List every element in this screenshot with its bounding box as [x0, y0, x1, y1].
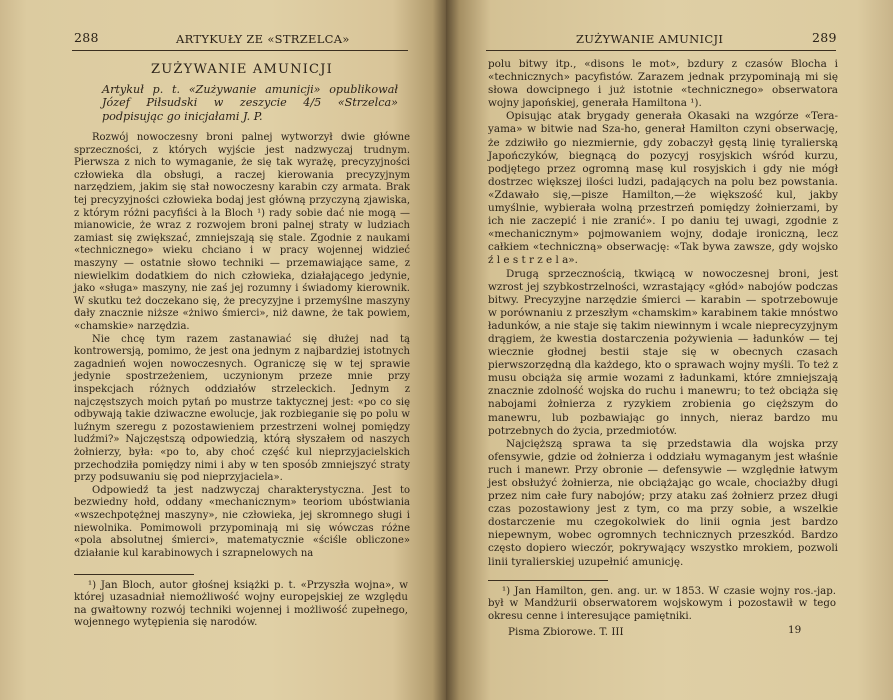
right-header-rule: [486, 50, 836, 51]
right-footnote: ¹) Jan Hamilton, gen. ang. ur. w 1853. W czasie wojny ros.-jap. był w Mandżurii obserwatorem wojskowym i pozostawił w tego okresu cenne i interesujące pamiętniki.: [488, 586, 836, 622]
left-text-column: [74, 64, 410, 560]
paragraph: Drugą sprzecznością, tkwiącą w nowoczesnej broni, jest wzrost jej szybkostrzelności, wzrastający «głód» nabojów podczas bitwy. Precyzyjne narzędzie śmierci — karabin — spotrzebowuje w porównaniu z przeszłym «chamskim» karabinem takie mnóstwo ładunków, a nie staje się takim niewinnym i wcale nieprecyzyjnym drągiem, że kwestia dostarczenia pożywienia — ładunków — tej wiecznie głodnej bestii staje się w obecnych czasach pierwszorzędną dla każdego, kto o sprawach wojny myśli. To też z musu obciąża się armie wozami z ładunkami, które zmniejszają znacznie zdolność wojska do ruchu i manewru; to też obciąża się nabojami żołnierza z ryzykiem zrobienia go cięższym do manewru, lub pozbawiając go innych, nieraz bardzo mu potrzebnych do życia, przedmiotów.: [488, 267, 838, 437]
article-title: ZUŻYWANIE AMUNICJI: [151, 62, 333, 77]
left-page: [0, 0, 446, 700]
right-footnote-rule: [488, 580, 608, 581]
article-intro: Artykuł p. t. «Zużywanie amunicji» opublikował Józef Piłsudski w zeszycie 4/5 «Strzelca» podpisując go inicjałami J. P.: [102, 82, 398, 123]
paragraph: Rozwój nowoczesny broni palnej wytworzył dwie główne sprzeczności, z których wyjście jest nadzwyczaj trudnym. Pierwsza z nich to wymaganie, że się tak wyrażę, precyzyjności człowieka dla obsługi, a raczej kierowania precyzyjnym narzędziem, jakim się stał nowoczesny karabin czy armata. Brak tej precyzyjności człowieka bodaj jest główną przyczyną zjawiska, z którym różni pacyfiści à la Bloch ¹) rady sobie dać nie mogą — mianowicie, że wraz z rozwojem broni palnej straty w ludziach zamiast się zwiększać, zmniejszają się stale. Zgodnie z naukami «technicznego» wieku chciano i w pracy wojennej widzieć maszyny — ostatnie słowo techniki — przemawiające same, z niewielkim dodatkiem do nich człowieka, działającego jedynie, jako «sługa» maszyny, nie zaś jej rozumny i świadomy kierownik. W skutku też doczekano się, że precyzyjne i przemyślne maszyny dały znacznie niższe «żniwo śmierci», niż dawne, że tak powiem, «chamskie» narzędzia.: [74, 132, 410, 332]
bottom-signature: Pisma Zbiorowe. T. III: [508, 626, 624, 638]
right-running-head: ZUŻYWANIE AMUNICJI: [576, 32, 724, 46]
left-header-rule: [72, 50, 408, 51]
paragraph: Odpowiedź ta jest nadzwyczaj charakterystyczna. Jest to bezwiedny hołd, oddany «mechanicznym» teoriom ubóstwiania «wszechpotężnej maszyny», nie człowieka, jej skromnego sługi i niewolnika. Pomimowoli przypominają mi się wówczas różne «pola absolutnej śmierci», matematycznie «ściśle obliczone» działanie kul karabinowych i szrapnelowych na: [74, 484, 410, 559]
right-page-number: 289: [812, 30, 837, 45]
right-page: [446, 0, 893, 700]
left-footnote: ¹) Jan Bloch, autor głośnej książki p. t. «Przyszła wojna», w której uzasadniał niemożliwość wojny europejskiej ze względu na gwałtowny rozwój techniki wojennej i możliwość zupełnego, wojennego wytępienia się narodów.: [74, 580, 408, 629]
right-text-column: [488, 58, 838, 569]
left-running-head: ARTYKUŁY ZE «STRZELCA»: [176, 32, 350, 46]
paragraph: polu bitwy itp., «disons le mot», bzdury z czasów Blocha i «technicznych» pacyfistów. Zarazem jednak przypominają mi się słowa dowcipnego i już istotnie «technicznego» obserwatora wojny japońskiej, generała Hamiltona ¹).: [488, 58, 838, 110]
left-footnote-rule: [74, 574, 194, 575]
signature-number: 19: [788, 624, 802, 636]
left-page-number: 288: [74, 30, 99, 45]
paragraph: Najcięższą sprawa ta się przedstawia dla wojska przy ofensywie, gdzie od żołnierza i oddziału wymaganym jest właśnie ruch i manewr. Przy obronie — defensywie — względnie łatwym jest obsłużyć żołnierza, nie obciążając go wcale, chociażby długi przez nim całe fury nabojów; przy ataku zaś żołnierz przez długi czas pozostawiony jest z tym, co ma przy sobie, a wszelkie dostarczenie mu czegokolwiek do linii ognia jest bardzo niepewnym, wobec ogromnych technicznych przeszkód. Bardzo często dopiero wieczór, pokrywający wszystko mrokiem, pozwoli linii tyralierskiej uzupełnić amunicję.: [488, 437, 838, 568]
paragraph: Opisując atak brygady generała Okasaki na wzgórze «Tera-yama» w bitwie nad Sza-ho, generał Hamilton czyni obserwację, że zdziwiło go niezmiernie, gdy zobaczył gęstą linię tyralierską Japończyków, biegnącą do pozycyj rosyjskich wśród kurzu, podjętego przez ogromną masę kul rosyjskich i gdy nie mógł dostrzec większej ilości ludzi, padających na polu bez powstania. «Zdawało się,—pisze Hamilton,—że większość kul, jakby umyślnie, wybierała wolną przestrzeń pomiędzy żołnierzami, by ich nie zaczepić i nie zranić». I po daniu tej uwagi, zgodnie z «mechanicznym» pojmowaniem wojny, dodaje ironiczną, lecz całkiem «techniczną» obserwację: «Tak bywa zawsze, gdy wojsko ź l e s t r z e l a».: [488, 110, 838, 267]
paragraph: Nie chcę tym razem zastanawiać się dłużej nad tą kontrowersją, pomimo, że jest ona jednym z najbardziej istotnych zagadnień wojen nowoczesnych. Ograniczę się w tej sprawie jedynie spostrzeżeniem, uczynionym przeze mnie przy inspekcjach różnych oddziałów strzeleckich. Jednym z najczęstszych moich pytań po mustrze taktycznej jest: «po co się odbywają takie dziwaczne ewolucje, jak rozbieganie się po polu w luźnym szeregu z pozostawieniem przestrzeni wolnej pomiędzy ludźmi?» Najczęstszą odpowiedzią, którą słyszałem od naszych żołnierzy, była: «po to, aby choć część kul nieprzyjacielskich przechodziła pomiędzy nimi i aby w ten sposób zmniejszyć straty przy podsuwaniu się pod nieprzyjaciela».: [74, 333, 410, 484]
